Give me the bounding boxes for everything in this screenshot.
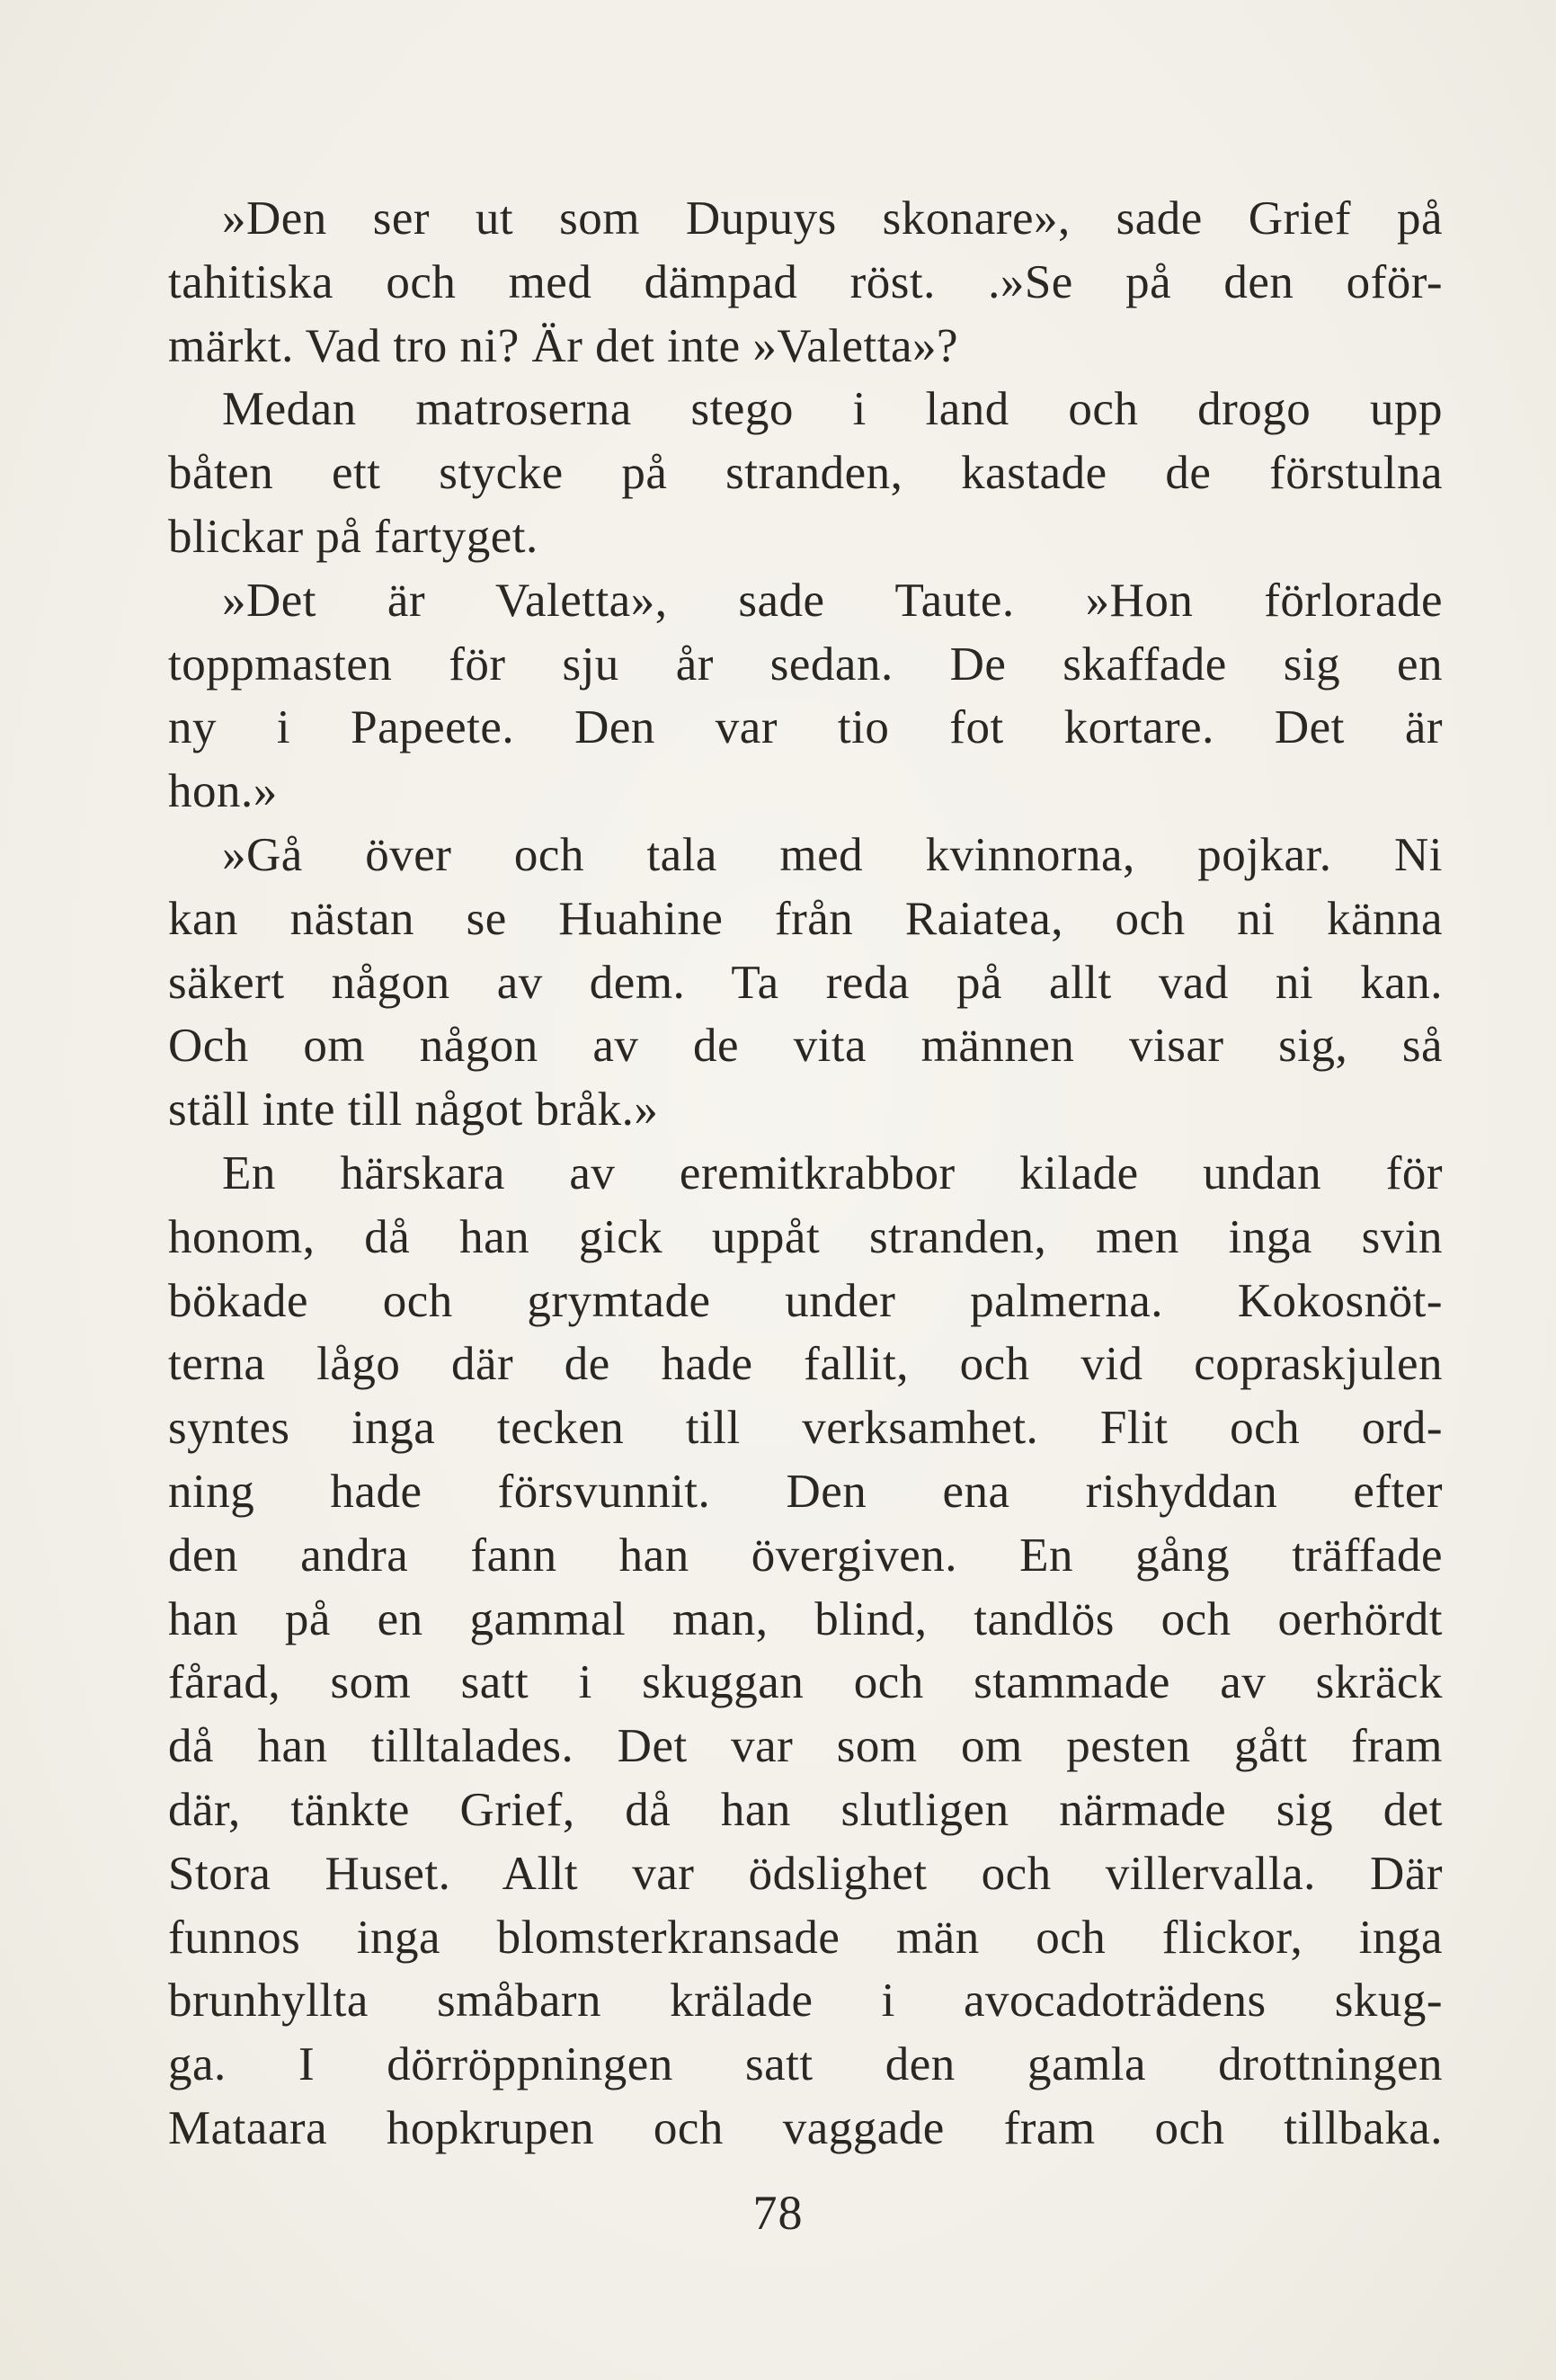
text-line: Stora Huset. Allt var ödslighet och villervalla. Där	[168, 1847, 1443, 1900]
text-line: terna lågo där de hade fallit, och vid copraskjulen	[168, 1338, 1443, 1391]
text-line: bökade och grymtade under palmerna. Kokosnöt-	[168, 1274, 1443, 1327]
text-line: märkt. Vad tro ni? Är det inte »Valetta»?	[168, 319, 959, 372]
text-line: blickar på fartyget.	[168, 510, 538, 563]
text-line: fårad, som satt i skuggan och stammade av skräck	[168, 1656, 1443, 1709]
text-line: då han tilltalades. Det var som om pesten gått fram	[168, 1720, 1443, 1773]
text-line: hon.»	[168, 765, 278, 818]
text-line: En härskara av eremitkrabbor kilade undan för	[222, 1146, 1443, 1199]
text-line: syntes inga tecken till verksamhet. Flit och ord-	[168, 1402, 1443, 1455]
text-line: »Det är Valetta», sade Taute. »Hon förlorade	[222, 574, 1443, 627]
text-line: Mataara hopkrupen och vaggade fram och tillbaka.	[168, 2101, 1443, 2154]
text-line: kan nästan se Huahine från Raiatea, och ni känna	[168, 892, 1443, 945]
text-line: »Gå över och tala med kvinnorna, pojkar. Ni	[222, 828, 1443, 881]
text-line: båten ett stycke på stranden, kastade de förstulna	[168, 447, 1443, 500]
text-line: toppmasten för sju år sedan. De skaffade sig en	[168, 637, 1443, 691]
text-line: Och om någon av de vita männen visar sig, så	[168, 1020, 1443, 1073]
text-line: ning hade försvunnit. Den ena rishyddan efter	[168, 1465, 1443, 1518]
text-line: ny i Papeete. Den var tio fot kortare. Det är	[168, 701, 1443, 754]
text-line: den andra fann han övergiven. En gång träffade	[168, 1529, 1443, 1582]
page-number: 78	[752, 2186, 804, 2240]
text-line: Medan matroserna stego i land och drogo upp	[222, 383, 1443, 436]
text-line: säkert någon av dem. Ta reda på allt vad ni kan.	[168, 956, 1443, 1009]
text-line: honom, då han gick uppåt stranden, men inga svin	[168, 1210, 1443, 1263]
text-line: funnos inga blomsterkransade män och flickor, inga	[168, 1911, 1443, 1964]
text-line: ställ inte till något bråk.»	[168, 1083, 659, 1137]
text-line: han på en gammal man, blind, tandlös och oerhördt	[168, 1592, 1443, 1645]
text-line: där, tänkte Grief, då han slutligen närmade sig det	[168, 1783, 1443, 1836]
body-text	[168, 187, 1443, 2161]
text-line: ga. I dörröppningen satt den gamla drottningen	[168, 2038, 1443, 2091]
text-line: »Den ser ut som Dupuys skonare», sade Grief på	[222, 192, 1443, 245]
text-line: tahitiska och med dämpad röst. .»Se på den oför-	[168, 255, 1443, 308]
text-line: brunhyllta småbarn krälade i avocadoträdens skug-	[168, 1974, 1443, 2028]
